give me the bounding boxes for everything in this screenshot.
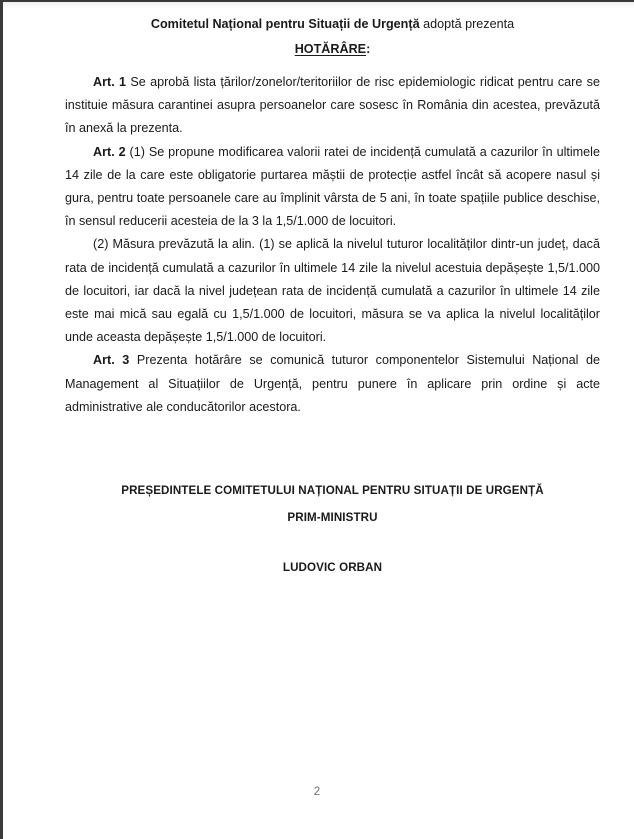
decision-heading-word: HOTĂRÂRE bbox=[294, 42, 367, 56]
decision-heading-colon: : bbox=[366, 42, 371, 56]
article-1-paragraph bbox=[65, 71, 600, 141]
article-2-alin-2-paragraph bbox=[65, 233, 600, 349]
article-2-alin-2-text: (2) Măsura prevăzută la alin. (1) se aplică la nivelul tuturor localităților dintr-un județ, dacă rata de incidență cumulată a cazurilor în ultimele 14 zile la nivelul acestuia depășește 1,5/1.000 de locuitori, iar dacă la nivel județean rata de incidență cumulată a cazurilor în ultimele 14 zile este mai mică sau egală cu 1,5/1.000 de locuitori, măsura se va aplica la nivelul localităților unde aceasta depășește 1,5/1.000 de locuitori. bbox=[65, 237, 600, 345]
article-1-text: Se aprobă lista țărilor/zonelor/teritoriilor de risc epidemiologic ridicat pentru care se instituie măsura carantinei asupra persoanelor care sosesc în România din acestea, prevăzută în anexă la prezenta. bbox=[65, 75, 600, 136]
issuing-authority-name: Comitetul Național pentru Situații de Urgență bbox=[150, 17, 420, 31]
article-3-paragraph bbox=[65, 349, 600, 419]
article-2-label: Art. 2 bbox=[93, 144, 126, 159]
signature-block bbox=[65, 481, 600, 601]
document-content bbox=[65, 12, 600, 601]
signatory-title-line-1: PREȘEDINTELE COMITETULUI NAȚIONAL PENTRU SITUAȚII DE URGENȚĂ bbox=[121, 484, 544, 498]
page-top-shadow bbox=[3, 2, 634, 9]
decision-heading bbox=[65, 36, 600, 62]
signatory-name: LUDOVIC ORBAN bbox=[282, 561, 383, 575]
page-left-edge-rule bbox=[0, 0, 3, 839]
signatory-title-line-2: PRIM-MINISTRU bbox=[287, 511, 378, 525]
article-1-label: Art. 1 bbox=[93, 75, 127, 89]
article-3-text: Prezenta hotărâre se comunică tuturor componentelor Sistemului Național de Management al Situațiilor de Urgență, pentru punere în aplicare prin ordine și acte administrative ale conducătorilor acestora. bbox=[65, 353, 600, 414]
spacer-after-heading bbox=[65, 62, 600, 71]
issuing-authority-suffix: adoptă prezenta bbox=[419, 17, 515, 31]
document-header-line bbox=[65, 12, 600, 36]
article-2-text: (1) Se propune modificarea valorii ratei de incidență cumulată a cazurilor în ultimele 14 zile de la care este obligatorie purtarea măștii de protecție astfel încât să acopere nasul și gura, pentru toate persoanele care au împlinit vârsta de 5 ani, în toate spațiile publice deschise, în sensul reducerii acesteia de la 3 la 1,5/1.000 de locuitori. bbox=[65, 144, 600, 229]
page-number: 2 bbox=[313, 786, 321, 798]
article-3-label: Art. 3 bbox=[93, 353, 130, 368]
article-2-paragraph bbox=[65, 141, 600, 234]
